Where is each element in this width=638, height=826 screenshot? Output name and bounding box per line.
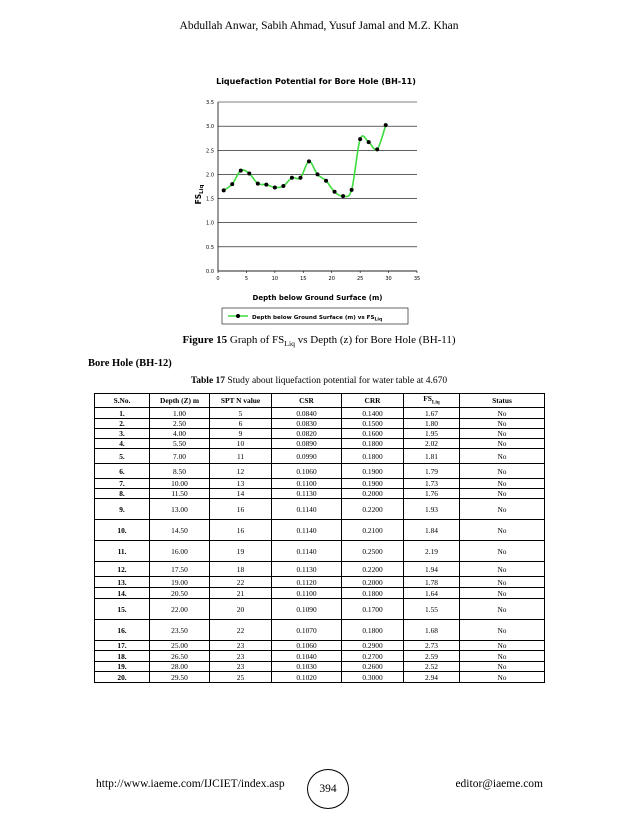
figure-caption — [0, 334, 638, 348]
cell-crr: 0.1700 — [342, 599, 404, 620]
table-row — [95, 408, 545, 419]
cell-csr: 0.1090 — [272, 599, 342, 620]
y-axis-label-sub: Liq — [199, 184, 205, 194]
cell-fs: 1.76 — [404, 489, 460, 499]
cell-sno: 4. — [95, 439, 150, 449]
cell-csr: 0.1130 — [272, 562, 342, 577]
cell-crr: 0.2200 — [342, 562, 404, 577]
cell-csr: 0.1060 — [272, 464, 342, 479]
cell-depth: 1.00 — [150, 408, 210, 419]
col-header-spt: SPT N value — [210, 394, 272, 408]
data-point — [290, 176, 294, 180]
table-row — [95, 439, 545, 449]
cell-crr: 0.2700 — [342, 651, 404, 662]
col-header-csr: CSR — [272, 394, 342, 408]
cell-spt: 16 — [210, 520, 272, 541]
cell-depth: 5.50 — [150, 439, 210, 449]
cell-fs: 1.94 — [404, 562, 460, 577]
section-heading: Bore Hole (BH-12) — [88, 358, 172, 369]
data-point — [281, 184, 285, 188]
y-tick-label: 1.5 — [206, 196, 214, 203]
data-point — [256, 182, 260, 186]
legend-label-main: Depth below Ground Surface (m) vs FS — [252, 315, 375, 321]
cell-csr: 0.0830 — [272, 419, 342, 429]
data-point — [358, 137, 362, 141]
cell-csr: 0.1140 — [272, 499, 342, 520]
cell-status: No — [460, 429, 545, 439]
data-point — [264, 183, 268, 187]
table-label: Table 17 — [190, 376, 226, 386]
cell-sno: 6. — [95, 464, 150, 479]
cell-crr: 0.1600 — [342, 429, 404, 439]
cell-status: No — [460, 489, 545, 499]
y-axis-label — [194, 185, 205, 205]
cell-spt: 16 — [210, 499, 272, 520]
y-tick-label: 2.5 — [206, 148, 214, 155]
table-row — [95, 662, 545, 672]
cell-spt: 21 — [210, 588, 272, 599]
cell-sno: 11. — [95, 541, 150, 562]
cell-spt: 9 — [210, 429, 272, 439]
cell-spt: 10 — [210, 439, 272, 449]
data-point — [367, 140, 371, 144]
y-tick-label: 3.5 — [206, 100, 214, 106]
figure-label: Figure 15 — [182, 334, 228, 346]
col-header-status: Status — [460, 394, 545, 408]
cell-sno: 1. — [95, 408, 150, 419]
table-row — [95, 672, 545, 683]
data-point — [333, 190, 337, 194]
cell-status: No — [460, 620, 545, 641]
cell-crr: 0.2000 — [342, 489, 404, 499]
cell-crr: 0.1800 — [342, 588, 404, 599]
cell-status: No — [460, 588, 545, 599]
cell-depth: 8.50 — [150, 464, 210, 479]
cell-depth: 29.50 — [150, 672, 210, 683]
cell-spt: 23 — [210, 651, 272, 662]
cell-spt: 25 — [210, 672, 272, 683]
table-row — [95, 449, 545, 464]
cell-crr: 0.2900 — [342, 641, 404, 651]
cell-csr: 0.1100 — [272, 588, 342, 599]
cell-depth: 26.50 — [150, 651, 210, 662]
data-point — [273, 185, 277, 189]
cell-depth: 7.00 — [150, 449, 210, 464]
y-tick-label: 3.0 — [206, 124, 214, 131]
cell-fs: 1.79 — [404, 464, 460, 479]
liquefaction-table — [94, 393, 545, 683]
col-header-fs-text: FS — [423, 394, 432, 403]
cell-fs: 1.64 — [404, 588, 460, 599]
cell-sno: 14. — [95, 588, 150, 599]
col-header-sno: S.No. — [95, 394, 150, 408]
cell-status: No — [460, 662, 545, 672]
cell-csr: 0.1060 — [272, 641, 342, 651]
cell-status: No — [460, 479, 545, 489]
y-tick-label: 0.5 — [206, 244, 214, 251]
cell-status: No — [460, 520, 545, 541]
table-row — [95, 489, 545, 499]
cell-crr: 0.2100 — [342, 520, 404, 541]
cell-depth: 2.50 — [150, 419, 210, 429]
cell-fs: 1.68 — [404, 620, 460, 641]
y-axis-label-main: FS — [194, 193, 203, 205]
cell-spt: 22 — [210, 620, 272, 641]
x-tick-label: 10 — [271, 276, 279, 282]
cell-csr: 0.0820 — [272, 429, 342, 439]
cell-csr: 0.1140 — [272, 520, 342, 541]
cell-sno: 10. — [95, 520, 150, 541]
cell-spt: 14 — [210, 489, 272, 499]
data-point — [230, 182, 234, 186]
cell-csr: 0.1070 — [272, 620, 342, 641]
cell-fs: 1.95 — [404, 429, 460, 439]
cell-csr: 0.0890 — [272, 439, 342, 449]
cell-fs: 1.78 — [404, 577, 460, 588]
table-row — [95, 499, 545, 520]
cell-crr: 0.1800 — [342, 620, 404, 641]
col-header-crr: CRR — [342, 394, 404, 408]
cell-crr: 0.1900 — [342, 479, 404, 489]
cell-fs: 2.19 — [404, 541, 460, 562]
cell-status: No — [460, 651, 545, 662]
table-row — [95, 520, 545, 541]
cell-sno: 16. — [95, 620, 150, 641]
data-point — [316, 172, 320, 176]
cell-depth: 4.00 — [150, 429, 210, 439]
cell-csr: 0.1020 — [272, 672, 342, 683]
cell-sno: 17. — [95, 641, 150, 651]
cell-depth: 10.00 — [150, 479, 210, 489]
cell-fs: 1.55 — [404, 599, 460, 620]
cell-status: No — [460, 562, 545, 577]
cell-sno: 19. — [95, 662, 150, 672]
cell-csr: 0.0990 — [272, 449, 342, 464]
cell-spt: 22 — [210, 577, 272, 588]
cell-status: No — [460, 408, 545, 419]
cell-sno: 20. — [95, 672, 150, 683]
cell-crr: 0.2600 — [342, 662, 404, 672]
cell-depth: 23.50 — [150, 620, 210, 641]
cell-depth: 16.00 — [150, 541, 210, 562]
cell-depth: 14.50 — [150, 520, 210, 541]
cell-status: No — [460, 672, 545, 683]
cell-spt: 12 — [210, 464, 272, 479]
cell-depth: 11.50 — [150, 489, 210, 499]
figure-caption-text-post: vs Depth (z) for Bore Hole (BH-11) — [297, 334, 456, 346]
data-point — [375, 147, 379, 151]
cell-status: No — [460, 541, 545, 562]
cell-crr: 0.1800 — [342, 439, 404, 449]
cell-depth: 13.00 — [150, 499, 210, 520]
cell-sno: 18. — [95, 651, 150, 662]
cell-status: No — [460, 499, 545, 520]
cell-sno: 12. — [95, 562, 150, 577]
x-tick-label: 15 — [300, 276, 307, 282]
cell-csr: 0.1040 — [272, 651, 342, 662]
cell-status: No — [460, 577, 545, 588]
data-point — [307, 159, 311, 163]
legend-marker-swatch — [236, 314, 240, 318]
x-tick-label: 5 — [244, 276, 249, 282]
cell-status: No — [460, 449, 545, 464]
x-axis-label: Depth below Ground Surface (m) — [252, 294, 383, 302]
cell-fs: 1.73 — [404, 479, 460, 489]
data-point — [350, 188, 354, 192]
cell-crr: 0.1800 — [342, 449, 404, 464]
cell-sno: 8. — [95, 489, 150, 499]
cell-crr: 0.1900 — [342, 464, 404, 479]
data-point — [247, 171, 251, 175]
cell-spt: 6 — [210, 419, 272, 429]
series-line — [224, 125, 386, 196]
table-row — [95, 541, 545, 562]
cell-crr: 0.2500 — [342, 541, 404, 562]
col-header-fs — [404, 394, 460, 408]
cell-csr: 0.0840 — [272, 408, 342, 419]
data-point — [384, 123, 388, 127]
data-point — [341, 194, 345, 198]
cell-crr: 0.2000 — [342, 577, 404, 588]
table-row — [95, 577, 545, 588]
cell-fs: 1.93 — [404, 499, 460, 520]
cell-sno: 9. — [95, 499, 150, 520]
cell-status: No — [460, 464, 545, 479]
cell-fs: 2.73 — [404, 641, 460, 651]
page-number: 394 — [307, 769, 349, 809]
cell-crr: 0.3000 — [342, 672, 404, 683]
table-row — [95, 651, 545, 662]
legend-label-sub: Liq — [374, 317, 383, 323]
running-header: Abdullah Anwar, Sabih Ahmad, Yusuf Jamal and M.Z. Khan — [179, 20, 459, 32]
data-point — [298, 176, 302, 180]
cell-status: No — [460, 419, 545, 429]
cell-csr: 0.1030 — [272, 662, 342, 672]
cell-fs: 2.02 — [404, 439, 460, 449]
cell-status: No — [460, 439, 545, 449]
cell-csr: 0.1120 — [272, 577, 342, 588]
cell-spt: 23 — [210, 662, 272, 672]
cell-crr: 0.1500 — [342, 419, 404, 429]
x-tick-label: 20 — [328, 276, 335, 282]
cell-fs: 1.80 — [404, 419, 460, 429]
x-tick-label: 30 — [385, 276, 392, 282]
page-footer — [0, 769, 638, 809]
cell-depth: 19.00 — [150, 577, 210, 588]
cell-sno: 13. — [95, 577, 150, 588]
y-tick-label: 0.0 — [206, 269, 214, 275]
cell-crr: 0.2200 — [342, 499, 404, 520]
table-row — [95, 479, 545, 489]
data-point — [324, 179, 328, 183]
figure-caption-sub: Liq — [284, 339, 295, 349]
chart-container — [186, 74, 446, 332]
cell-csr: 0.1130 — [272, 489, 342, 499]
table-caption — [0, 376, 638, 386]
cell-depth: 17.50 — [150, 562, 210, 577]
cell-sno: 15. — [95, 599, 150, 620]
table-row — [95, 588, 545, 599]
footer-email-link[interactable]: editor@iaeme.com — [455, 778, 543, 790]
cell-spt: 5 — [210, 408, 272, 419]
x-tick-label: 35 — [413, 276, 421, 282]
cell-fs: 1.84 — [404, 520, 460, 541]
cell-spt: 20 — [210, 599, 272, 620]
cell-sno: 3. — [95, 429, 150, 439]
table-row — [95, 641, 545, 651]
table-row — [95, 620, 545, 641]
cell-fs: 2.52 — [404, 662, 460, 672]
cell-crr: 0.1400 — [342, 408, 404, 419]
cell-fs: 2.94 — [404, 672, 460, 683]
data-point — [239, 169, 243, 173]
figure-caption-text-pre: Graph of FS — [229, 334, 285, 346]
y-tick-label: 2.0 — [206, 172, 214, 179]
table-row — [95, 599, 545, 620]
y-tick-label: 1.0 — [206, 220, 214, 227]
cell-status: No — [460, 641, 545, 651]
footer-url-link[interactable]: http://www.iaeme.com/IJCIET/index.asp — [96, 778, 285, 790]
cell-depth: 25.00 — [150, 641, 210, 651]
cell-sno: 5. — [95, 449, 150, 464]
fs-liq-chart — [186, 74, 446, 332]
cell-status: No — [460, 599, 545, 620]
cell-spt: 19 — [210, 541, 272, 562]
cell-depth: 20.50 — [150, 588, 210, 599]
cell-spt: 11 — [210, 449, 272, 464]
table-caption-text: Study about liquefaction potential for water table at 4.670 — [227, 376, 448, 386]
cell-spt: 13 — [210, 479, 272, 489]
col-header-fs-sub: Liq — [431, 399, 440, 406]
cell-csr: 0.1140 — [272, 541, 342, 562]
cell-depth: 28.00 — [150, 662, 210, 672]
table-row — [95, 464, 545, 479]
cell-spt: 23 — [210, 641, 272, 651]
data-point — [222, 188, 226, 192]
cell-fs: 1.67 — [404, 408, 460, 419]
x-tick-label: 25 — [356, 276, 364, 282]
col-header-depth: Depth (Z) m — [150, 394, 210, 408]
cell-spt: 18 — [210, 562, 272, 577]
table-header-row — [95, 394, 545, 408]
table-row — [95, 562, 545, 577]
cell-fs: 1.81 — [404, 449, 460, 464]
table-row — [95, 419, 545, 429]
cell-fs: 2.59 — [404, 651, 460, 662]
x-tick-label: 0 — [216, 276, 220, 282]
table-row — [95, 429, 545, 439]
cell-csr: 0.1100 — [272, 479, 342, 489]
cell-sno: 2. — [95, 419, 150, 429]
cell-sno: 7. — [95, 479, 150, 489]
cell-depth: 22.00 — [150, 599, 210, 620]
chart-title: Liquefaction Potential for Bore Hole (BH-11) — [216, 77, 416, 86]
